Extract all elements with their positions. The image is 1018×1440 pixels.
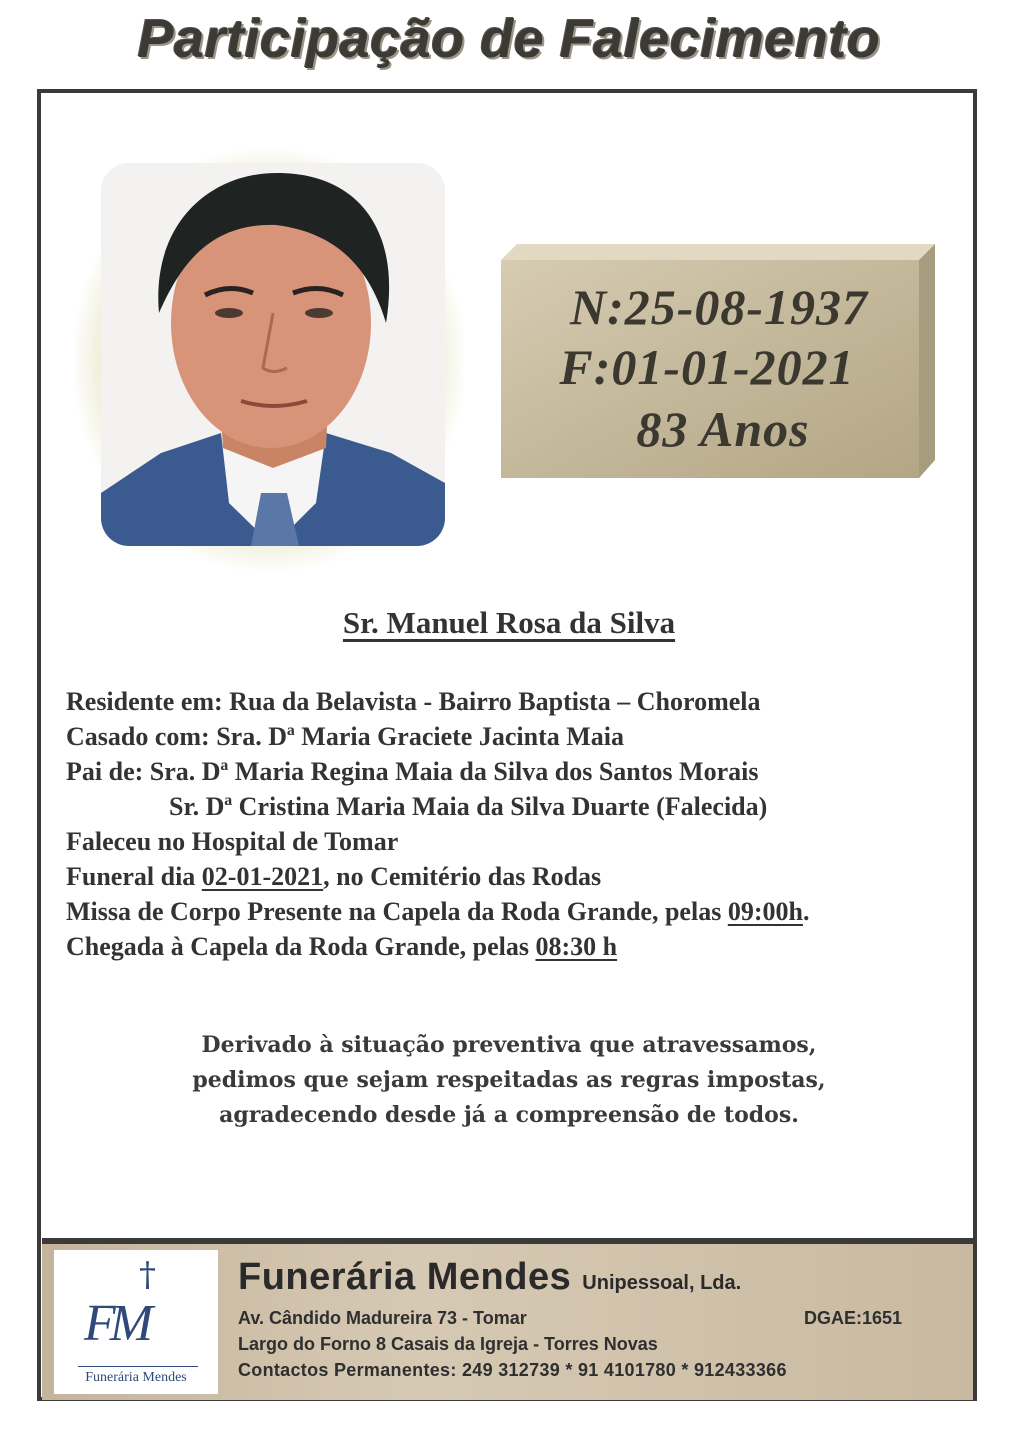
logo-divider [78, 1366, 198, 1367]
spouse-line: Casado com: Sra. Dª Maria Graciete Jacinta Maia [66, 722, 624, 751]
funeral-line [66, 859, 966, 894]
death-place-line: Faleceu no Hospital de Tomar [66, 827, 399, 856]
company-name: Funerária Mendes [238, 1256, 572, 1298]
notice-line-1: Derivado à situação preventiva que atravessamos, [201, 1032, 817, 1058]
dates-plaque [501, 244, 935, 478]
mass-time: 09:00h [727, 897, 803, 926]
logo-name: Funerária Mendes [85, 1370, 187, 1385]
dgae-number: DGAE:1651 [804, 1308, 903, 1328]
funeral-suffix: , no Cemitério das Rodas [323, 862, 602, 891]
arrival-line [66, 929, 966, 964]
birth-date: N:25-08-1937 [569, 279, 869, 335]
mass-line [66, 894, 966, 929]
arrival-time: 08:30 h [535, 932, 618, 961]
age: 83 Anos [636, 401, 810, 457]
notice-line-2: pedimos que sejam respeitadas as regras impostas, [192, 1067, 826, 1093]
deceased-name: Sr. Manuel Rosa da Silva [342, 605, 676, 640]
logo-monogram: FM [84, 1295, 148, 1352]
page-title: Participação de Falecimento [137, 9, 881, 69]
funeral-home-logo [54, 1250, 218, 1394]
notice-line-3: agradecendo desde já a compreensão de todos. [219, 1102, 799, 1128]
children-line-2: Sr. Dª Cristina Maria Maia da Silva Duarte (Falecida) [169, 792, 768, 821]
address-torres-novas: Largo do Forno 8 Casais da Igreja - Torres Novas [238, 1334, 658, 1354]
company-suffix: Unipessoal, Lda. [582, 1272, 742, 1294]
arrival-prefix: Chegada à Capela da Roda Grande, pelas [66, 932, 536, 961]
portrait-photo [101, 163, 445, 546]
address-tomar: Av. Cândido Madureira 73 - Tomar [238, 1308, 527, 1328]
details-block [66, 684, 966, 964]
funeral-home-name [238, 1256, 741, 1299]
cross-icon: † [139, 1255, 156, 1295]
death-date: F:01-01-2021 [559, 339, 855, 395]
children-line-1: Pai de: Sra. Dª Maria Regina Maia da Silva dos Santos Morais [66, 757, 759, 786]
funeral-prefix: Funeral dia [66, 862, 202, 891]
residence-line: Residente em: Rua da Belavista - Bairro Baptista – Choromela [66, 687, 761, 716]
covid-notice [0, 1028, 1018, 1133]
mass-prefix: Missa de Corpo Presente na Capela da Roda Grande, pelas [66, 897, 728, 926]
funeral-date: 02-01-2021 [201, 862, 324, 891]
contacts-line: Contactos Permanentes: 249 312739 * 91 4101780 * 912433366 [238, 1360, 787, 1380]
mass-suffix: . [802, 897, 810, 926]
funeral-home-banner [42, 1238, 973, 1400]
